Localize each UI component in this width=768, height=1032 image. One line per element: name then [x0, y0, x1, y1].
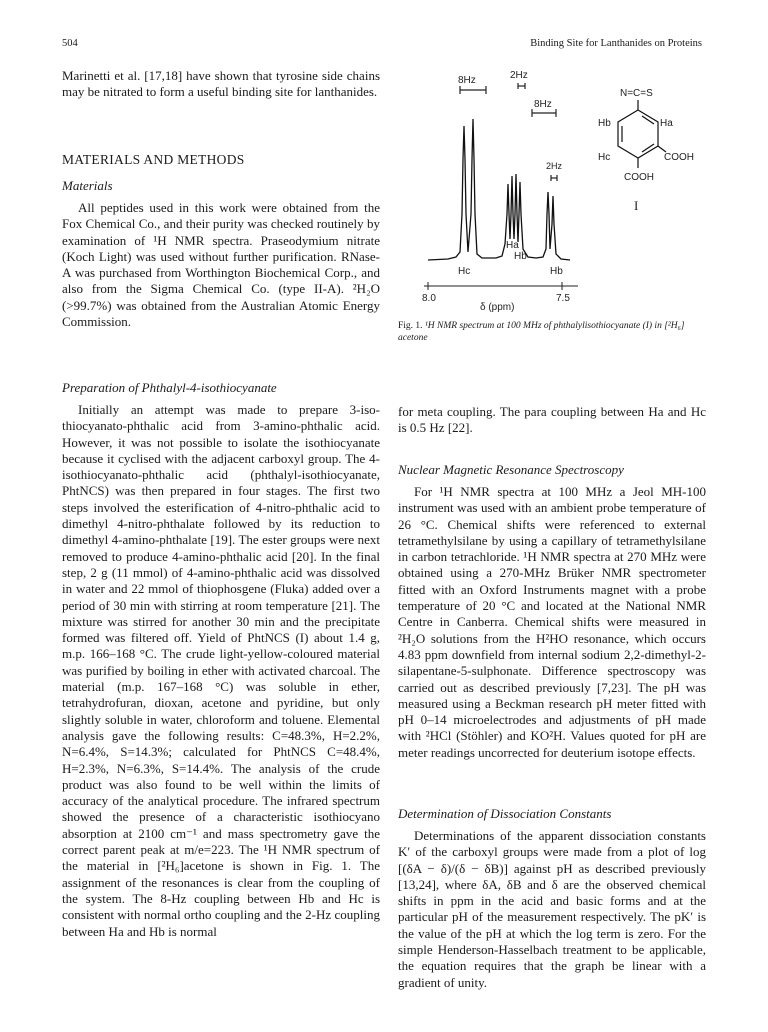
peak-label-hb: Hb	[550, 266, 563, 277]
label-2hz-small: 2Hz	[546, 161, 563, 171]
materials-methods-heading-block	[62, 152, 380, 168]
running-title: Binding Site for Lanthanides on Proteins	[530, 38, 702, 49]
prep-paragraph: Initially an attempt was made to prepare 3-iso-thiocyanato-phthalic acid from 3-amino-phthalic acid. However, it was not possible to isolate the isothiocyanate because it cyclised with the adjacent carboxyl group. The 4-isothiocyanato-phthalic acid (phthalyl-isothiocyanate, PhtNCS) was then prepared in four stages. The first two steps involved the esterification of 4-nitro-phthalic acid to dimethyl 4-nitro-phthalate followed by its reduction to dimethyl 4-amino-phthalate [19]. The ester groups were next removed to produce 4-amino-phthalic acid [20]. In the final step, 2 g (11 mmol) of 4-amino-phthalic acid was dissolved in water and 22 mmol of thiophosgene (Fluka) added over a period of 30 min with stirring at room temperature [21]. The mixture was stirred for another 30 min and the precipitate formed was filtered off. Yield of PhtNCS (I) about 1.4 g, m.p. 166–168 °C. The crude light-yellow-coloured material was purified by boiling in ether with activated charcoal. The material (m.p. 167–168 °C) was soluble in ether, tetrahydrofuran, dioxan, acetone and pyridine, but only slightly soluble in water, chloroform and toluene. Elemental analysis gave the following results: C=48.3%, H=2.2%, N=6.4%, S=14.3%; calculated for PhtNCS C=48.4%, H=2.3%, N=6.3%, S=14.4%. The analysis of the crude product was also found to be well within the limits of accuracy of the analytical procedure. The infrared spectrum showed the presence of a characteristic isothiocyano absorption at 2100 cm⁻¹ and mass spectrometry gave the correct parent peak at m/e=223. The ¹H NMR spectrum of the material in [²H₆]acetone is shown in Fig. 1. The assignment of the resonances is clear from the coupling of the system. The 8-Hz coupling between Hb and Hc is consistent with normal ortho coupling and the 2-Hz coupling between Ha and Hb is normal	[62, 402, 380, 939]
nmr-spectrum-trace	[428, 119, 570, 260]
nmr-figure-svg	[398, 64, 708, 314]
coupling-scale-2hz-top	[518, 83, 525, 89]
intro-block	[62, 68, 380, 101]
structure-ncs: N=C=S	[620, 88, 653, 99]
continuation-block	[398, 404, 706, 437]
nmr-heading: Nuclear Magnetic Resonance Spectroscopy	[398, 462, 624, 477]
materials-block	[62, 178, 380, 194]
section-heading: MATERIALS AND METHODS	[62, 152, 245, 167]
dissoc-paragraph: Determinations of the apparent dissociation constants K′ of the carboxyl groups were made from a plot of log [(δA − δ)/(δ − δB)] against pH as described previously [13,24], where δA, δB and δ are the observed chemical shifts in ppm in the acid and basic forms and at the particular pH of the measurement respectively. The pK′ is the value of the pH at which the log term is zero. For the simple Henderson-Hasselbach treatment to be applicable, the equation requires that the graph be linear with a gradient of unity.	[398, 828, 706, 990]
caption-lead: Fig. 1.	[398, 321, 423, 331]
intro-paragraph: Marinetti et al. [17,18] have shown that tyrosine side chains may be nitrated to form a useful binding site for lanthanides.	[62, 68, 380, 100]
dissoc-text-block	[398, 828, 706, 991]
label-8hz-left: 8Hz	[458, 75, 476, 86]
label-8hz-right: 8Hz	[534, 99, 552, 110]
figure-caption	[398, 320, 698, 344]
benzene-ring	[618, 100, 666, 168]
dissoc-heading: Determination of Dissociation Constants	[398, 806, 612, 821]
structure-hb: Hb	[598, 118, 611, 129]
coupling-scale-2hz-small	[551, 175, 557, 181]
tick-label-8-0: 8.0	[422, 293, 436, 304]
materials-heading: Materials	[62, 178, 113, 193]
structure-cooh-2: COOH	[624, 172, 654, 183]
nmr-text-block	[398, 484, 706, 761]
peak-label-hc: Hc	[458, 266, 471, 277]
coupling-scale-8hz-left	[460, 86, 486, 94]
continuation-paragraph: for meta coupling. The para coupling between Ha and Hc is 0.5 Hz [22].	[398, 404, 706, 436]
compound-number: I	[634, 198, 639, 213]
page-number: 504	[62, 38, 78, 49]
prep-text-block	[62, 402, 380, 940]
tick-label-7-5: 7.5	[556, 293, 570, 304]
nmr-paragraph: For ¹H NMR spectra at 100 MHz a Jeol MH-100 instrument was used with an ambient probe temperature of 26 °C. Chemical shifts were referenced to external tetramethylsilane by using a capillary of tetramethylsilane in carbon tetrachloride. ¹H NMR spectra at 270 MHz were obtained using a 270-MHz Brüker NMR spectrometer fitted with an Oxford Instruments magnet with a probe temperature of 20 °C and located at the National NMR Centre in Canberra. Chemical shifts were measured in ²H₂O solutions from the H²HO resonance, which occurs 4.83 ppm downfield from internal sodium 2,2-dimethyl-2-silapentane-5-sulphonate. Difference spectroscopy was carried out as described previously [7,23]. The pH was measured using a Beckman research pH meter fitted with pH 0–14 microelectrodes and adjustments of pH made with ²HCl (Stöhler) and KO²H. Values quoted for pH are meter readings uncorrected for deuterium isotope effects.	[398, 484, 706, 760]
structure-ha: Ha	[660, 118, 673, 129]
nmr-heading-block	[398, 462, 706, 478]
peak-label-hb-mid: Hb	[514, 251, 527, 262]
structure-hc: Hc	[598, 152, 611, 163]
peak-label-ha: Ha	[506, 240, 519, 251]
materials-text-block	[62, 200, 380, 330]
caption-text: ¹H NMR spectrum at 100 MHz of phthalylisothiocyanate (I) in [²H₆] acetone	[398, 321, 685, 343]
prep-heading: Preparation of Phthalyl-4-isothiocyanate	[62, 380, 277, 395]
page-header	[62, 38, 702, 54]
prep-heading-block	[62, 380, 380, 396]
label-2hz-top: 2Hz	[510, 70, 528, 81]
dissoc-heading-block	[398, 806, 706, 822]
ppm-axis	[424, 282, 578, 290]
axis-label-ppm: δ (ppm)	[480, 302, 515, 313]
nmr-figure	[398, 64, 708, 314]
coupling-scale-8hz-right	[532, 109, 556, 117]
structure-cooh-1: COOH	[664, 152, 694, 163]
materials-paragraph: All peptides used in this work were obtained from the Fox Chemical Co., and their purity was checked routinely by examination of ¹H NMR spectra. Praseodymium nitrate (Koch Light) was used without further purification. RNase-A was purchased from Worthington Biochemical Corp., and also from the Sigma Chemical Co. (type II-A). ²H₂O (>99.7%) was obtained from the Australian Atomic Energy Commission.	[62, 200, 380, 330]
